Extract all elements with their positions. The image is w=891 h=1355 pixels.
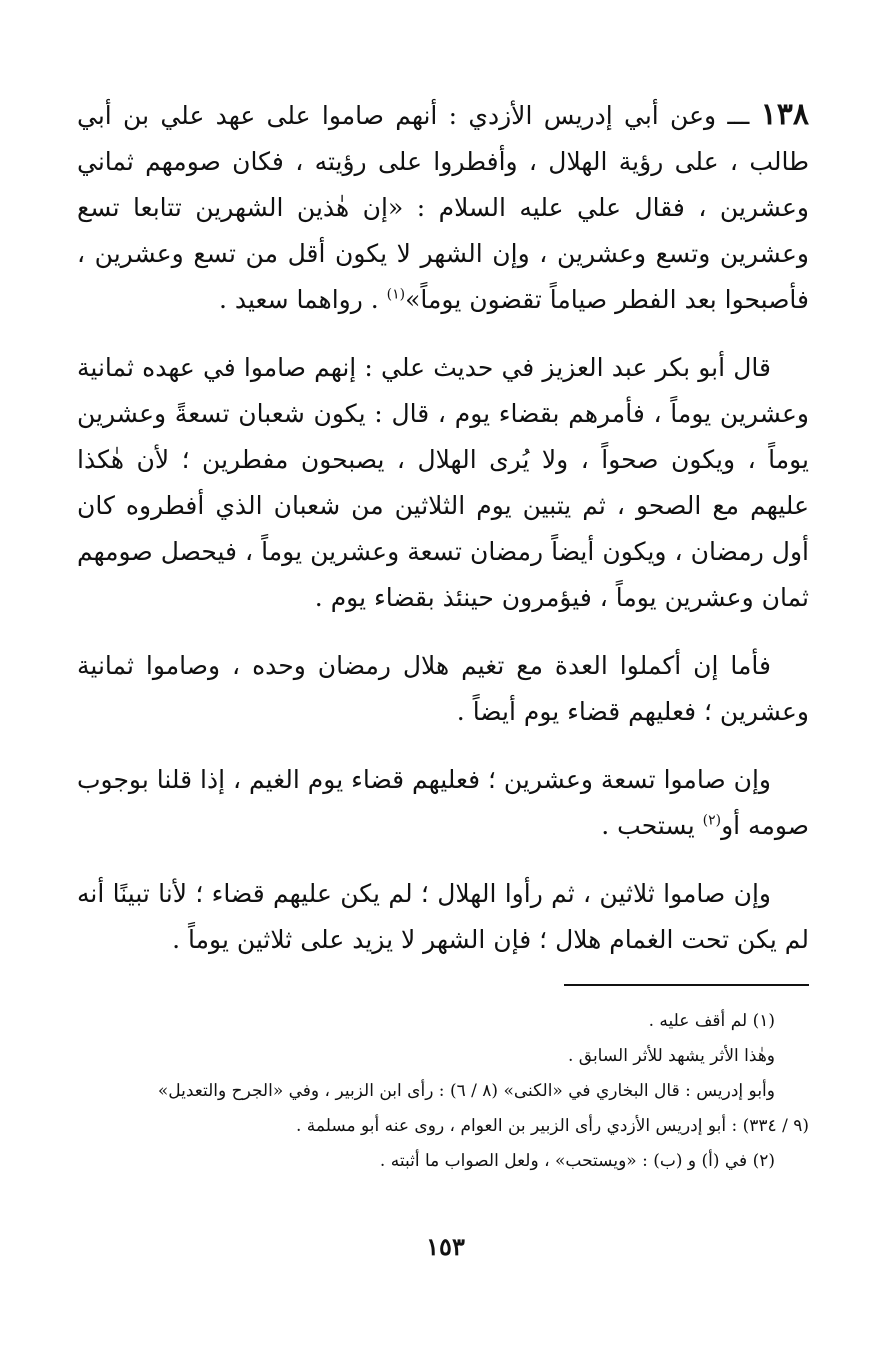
text-line: فقال علي عليه السلام : «إن هٰذين الشهرين تتابعا تسع وعشرين وتسع: [77, 193, 809, 268]
text-line: لم يكن تحت الغمام هلال ؛ فإن الشهر لا يزيد على ثلاثين يوماً .: [172, 925, 809, 954]
footnote-divider: [564, 984, 809, 986]
text-line: . رواهما سعيد .: [218, 285, 387, 314]
text-line: وإن صاموا ثلاثين ، ثم رأوا الهلال ؛ لم يكن عليهم قضاء ؛ لأنا تبينًا أنه: [77, 879, 771, 908]
footnote-ref: (١): [386, 286, 406, 303]
main-text: [77, 92, 809, 963]
footnote-ref: (٢): [702, 812, 722, 829]
text-line: يستحب .: [601, 811, 703, 840]
text-line: وعشرين ؛ فعليهم قضاء يوم أيضاً .: [456, 697, 809, 726]
text-line: ـــ وعن أبي إدريس الأزدي : أنهم صاموا على عهد علي بن أبي: [77, 101, 761, 130]
text-line: أيضاً رمضان تسعة وعشرين يوماً ، فيحصل صومهم ثمان وعشرين يوماً ، فيؤمرون: [77, 537, 809, 612]
footnotes: [77, 1004, 809, 1179]
text-line: صومه أو: [721, 811, 809, 840]
paragraph-twenty-nine: [77, 757, 809, 849]
text-line: وعشرين ، وإن الشهر لا يكون أقل من تسع وعشرين ، فأصبحوا بعد الفطر صياماً: [77, 239, 809, 314]
text-line: الصحو ، ثم يتبين يوم الثلاثين من شعبان الذي أفطروه كان أول رمضان ، ويكون: [77, 491, 809, 566]
paragraph-abu-bakr: [77, 345, 809, 621]
text-line: تقضون يوماً»: [405, 285, 542, 314]
text-line: ويكون صحواً ، ولا يُرى الهلال ، يصبحون مفطرين ؛ لأن هٰكذا عليهم مع: [77, 445, 809, 520]
footnote-2: (٢) في (أ) و (ب) : «ويستحب» ، ولعل الصواب ما أثبته .: [379, 1151, 775, 1171]
text-line: حينئذ بقضاء يوم .: [314, 583, 494, 612]
footnote-1-detail-cont: (٩ / ٣٣٤) : أبو إدريس الأزدي رأى الزبير بن العوام ، روى عنه أبو مسلمة .: [295, 1116, 809, 1136]
paragraph-thirty: [77, 871, 809, 963]
text-line: فأما إن أكملوا العدة مع تغيم هلال رمضان وحده ، وصاموا ثمانية: [77, 651, 771, 680]
hadith-paragraph: [77, 92, 809, 323]
footnote-1-note: وهٰذا الأثر يشهد للأثر السابق .: [567, 1046, 775, 1066]
text-line: قال أبو بكر عبد العزيز في حديث علي : إنهم صاموا في عهده ثمانية: [77, 353, 771, 382]
text-line: وعشرين يوماً ، فأمرهم بقضاء يوم ، قال : يكون شعبان تسعةً وعشرين يوماً ،: [77, 399, 809, 474]
text-line: طالب ، على رؤية الهلال ، وأفطروا على رؤيته ، فكان صومهم ثماني وعشرين ،: [77, 147, 809, 222]
footnote-1-detail: وأبو إدريس : قال البخاري في «الكنى» (٨ / ٦) : رأى ابن الزبير ، وفي «الجرح والتعديل»: [157, 1081, 775, 1101]
paragraph-complete-count: [77, 643, 809, 735]
text-line: وإن صاموا تسعة وعشرين ؛ فعليهم قضاء يوم الغيم ، إذا قلنا بوجوب: [77, 765, 771, 794]
page-number: ١٥٣: [426, 1232, 465, 1261]
hadith-number: ١٣٨: [760, 97, 809, 132]
footnote-1: (١) لم أقف عليه .: [648, 1011, 775, 1031]
